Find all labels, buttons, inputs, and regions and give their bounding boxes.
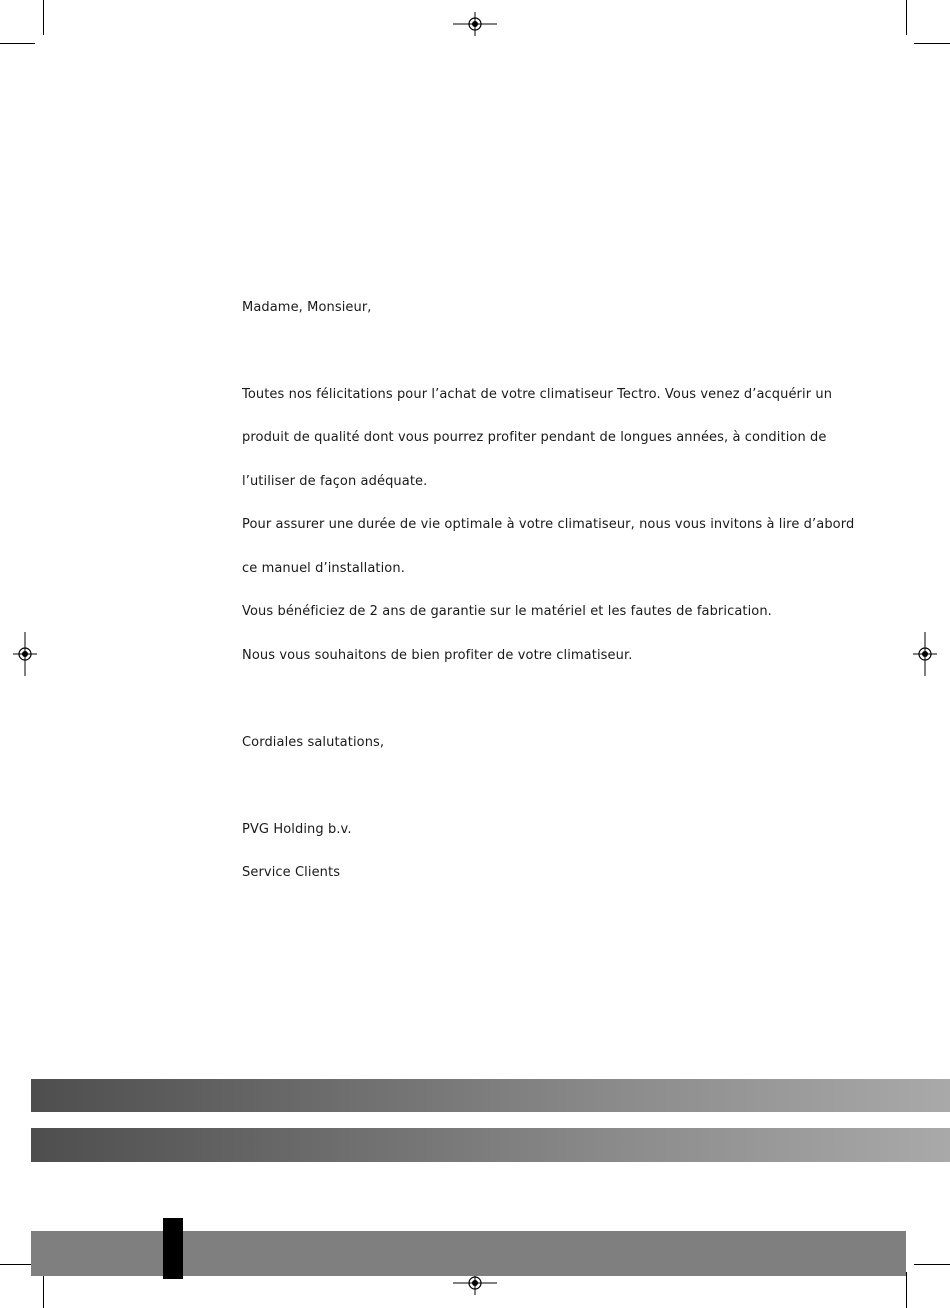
crop-mark-bottom-left-horizontal [0, 1264, 35, 1265]
registration-mark-top-icon [453, 2, 497, 46]
paragraph-line-3: l’utiliser de façon adéquate. [242, 474, 428, 489]
letter-salutation: Madame, Monsieur, [242, 300, 372, 315]
footer-tab-marker [163, 1218, 183, 1279]
letter-company: PVG Holding b.v. [242, 822, 352, 837]
paragraph-line-2: produit de qualité dont vous pourrez profiter pendant de longues années, à condition de [242, 430, 827, 445]
registration-mark-right-icon [903, 632, 947, 676]
paragraph-line-5: ce manuel d’installation. [242, 561, 405, 576]
crop-mark-top-left-vertical [43, 0, 44, 35]
registration-mark-left-icon [3, 632, 47, 676]
crop-mark-bottom-right-vertical [906, 1272, 907, 1308]
paragraph-line-6: Vous bénéficiez de 2 ans de garantie sur le matériel et les fautes de fabrication. [242, 604, 772, 619]
crop-mark-bottom-left-vertical [43, 1272, 44, 1308]
crop-mark-top-right-horizontal [914, 43, 950, 44]
letter-closing: Cordiales salutations, [242, 735, 385, 750]
gradient-band-lower [31, 1128, 950, 1162]
gradient-band-upper [31, 1079, 950, 1112]
crop-mark-top-right-vertical [906, 0, 907, 35]
paragraph-line-1: Toutes nos félicitations pour l’achat de votre climatiseur Tectro. Vous venez d’acquérir un [242, 387, 833, 402]
crop-mark-top-left-horizontal [0, 43, 35, 44]
letter-department: Service Clients [242, 865, 341, 880]
paragraph-line-4: Pour assurer une durée de vie optimale à votre climatiseur, nous vous invitons à lire d’abord [242, 517, 855, 532]
paragraph-line-7: Nous vous souhaitons de bien profiter de votre climatiseur. [242, 648, 633, 663]
crop-mark-bottom-right-horizontal [914, 1264, 950, 1265]
